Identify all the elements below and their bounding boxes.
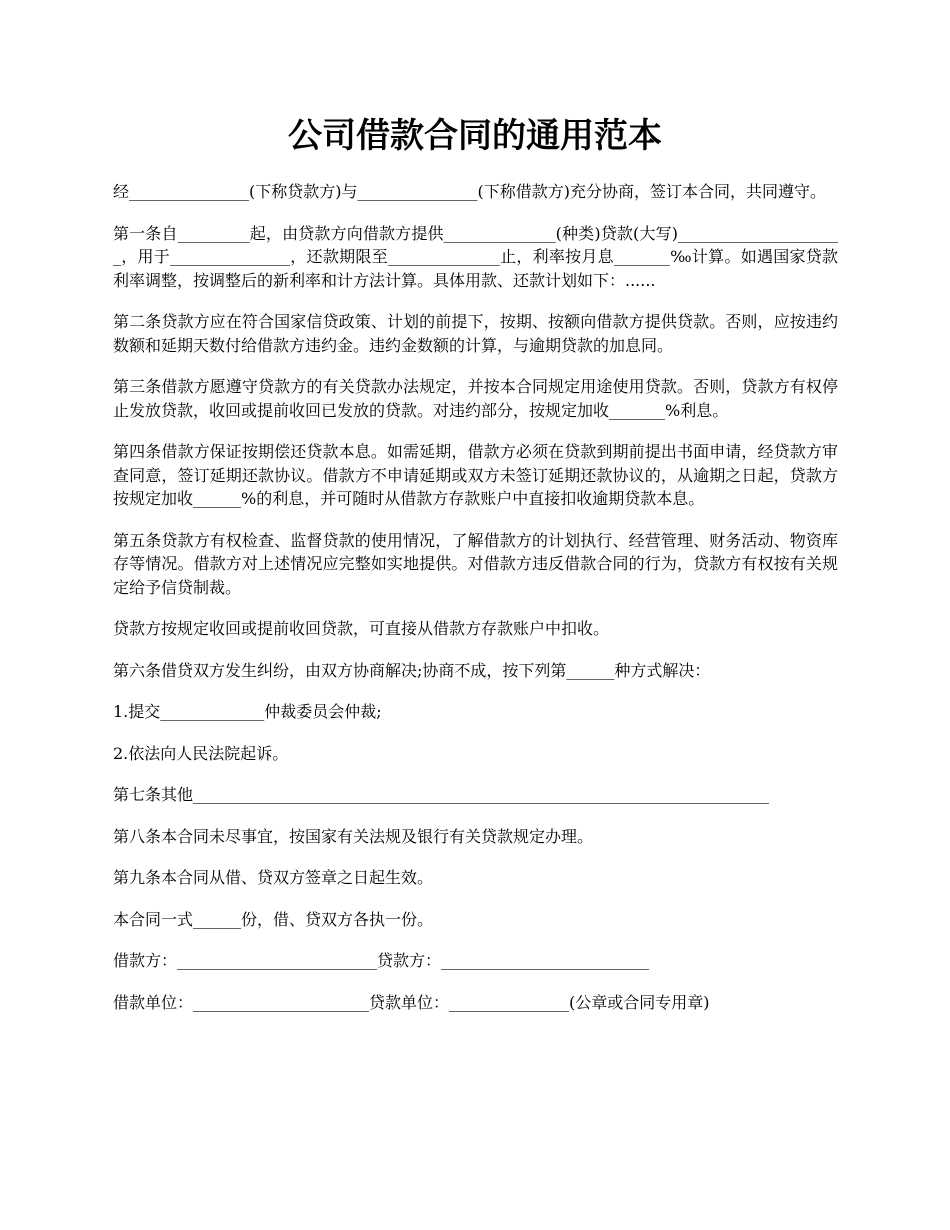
document-title: 公司借款合同的通用范本 (288, 116, 662, 156)
signature-units: 借款单位：______________________贷款单位：_______________(公章或合同专用章) (113, 992, 710, 1012)
paragraph-article-1: 第一条自_________起，由贷款方向借款方提供______________(种类)贷款(大写)_____________________，用于_______________，还款期限至______________止，利率按月息_______‰计算。如遇国家贷款利率调整，按调整后的新利率和计方法计算。具体用款、还款计划如下：...... (113, 223, 838, 290)
paragraph-article-5-note: 贷款方按规定收回或提前收回贷款，可直接从借款方存款账户中扣收。 (113, 619, 610, 638)
paragraph-article-5: 第五条贷款方有权检查、监督贷款的使用情况，了解借款方的计划执行、经营管理、财务活动、物资库存等情况。借款方对上述情况应完整如实地提供。对借款方违反借款合同的行为，贷款方有权按有关规定给予信贷制裁。 (113, 530, 838, 597)
paragraph-article-8: 第八条本合同未尽事宜，按国家有关法规及银行有关贷款规定办理。 (113, 826, 594, 846)
paragraph-article-7: 第七条其他________________________________________________________________________ (113, 785, 770, 804)
paragraph-article-3: 第三条借款方愿遵守贷款方的有关贷款办法规定，并按本合同规定用途使用贷款。否则，贷款方有权停止发放贷款，收回或提前收回已发放的贷款。对违约部分，按规定加收_______%利息。 (113, 377, 838, 420)
paragraph-preamble: 经_______________(下称贷款方)与_______________(下称借款方)充分协商，签订本合同，共同遵守。 (113, 182, 826, 201)
document-body (113, 180, 838, 1032)
paragraph-article-9: 第九条本合同从借、贷双方签章之日起生效。 (113, 868, 434, 887)
paragraph-option-1: 1.提交_____________仲裁委员会仲裁; (113, 702, 382, 721)
signature-parties: 借款方：_________________________贷款方：__________________________ (113, 951, 650, 970)
paragraph-article-6: 第六条借贷双方发生纠纷，由双方协商解决;协商不成，按下列第______种方式解决： (113, 660, 711, 680)
paragraph-article-4: 第四条借款方保证按期偿还贷款本息。如需延期，借款方必须在贷款到期前提出书面申请，经贷款方审查同意，签订延期还款协议。借款方不申请延期或双方未签订延期还款协议的，从逾期之日起，贷款方按规定加收______%的利息，并可随时从借款方存款账户中直接扣收逾期贷款本息。 (113, 442, 838, 508)
paragraph-option-2: 2.依法向人民法院起诉。 (113, 743, 289, 763)
paragraph-article-2: 第二条贷款方应在符合国家信贷政策、计划的前提下，按期、按额向借款方提供贷款。否则，应按违约数额和延期天数付给借款方违约金。违约金数额的计算，与逾期贷款的加息同。 (113, 312, 838, 355)
paragraph-copies: 本合同一式______份，借、贷双方各执一份。 (113, 909, 434, 929)
